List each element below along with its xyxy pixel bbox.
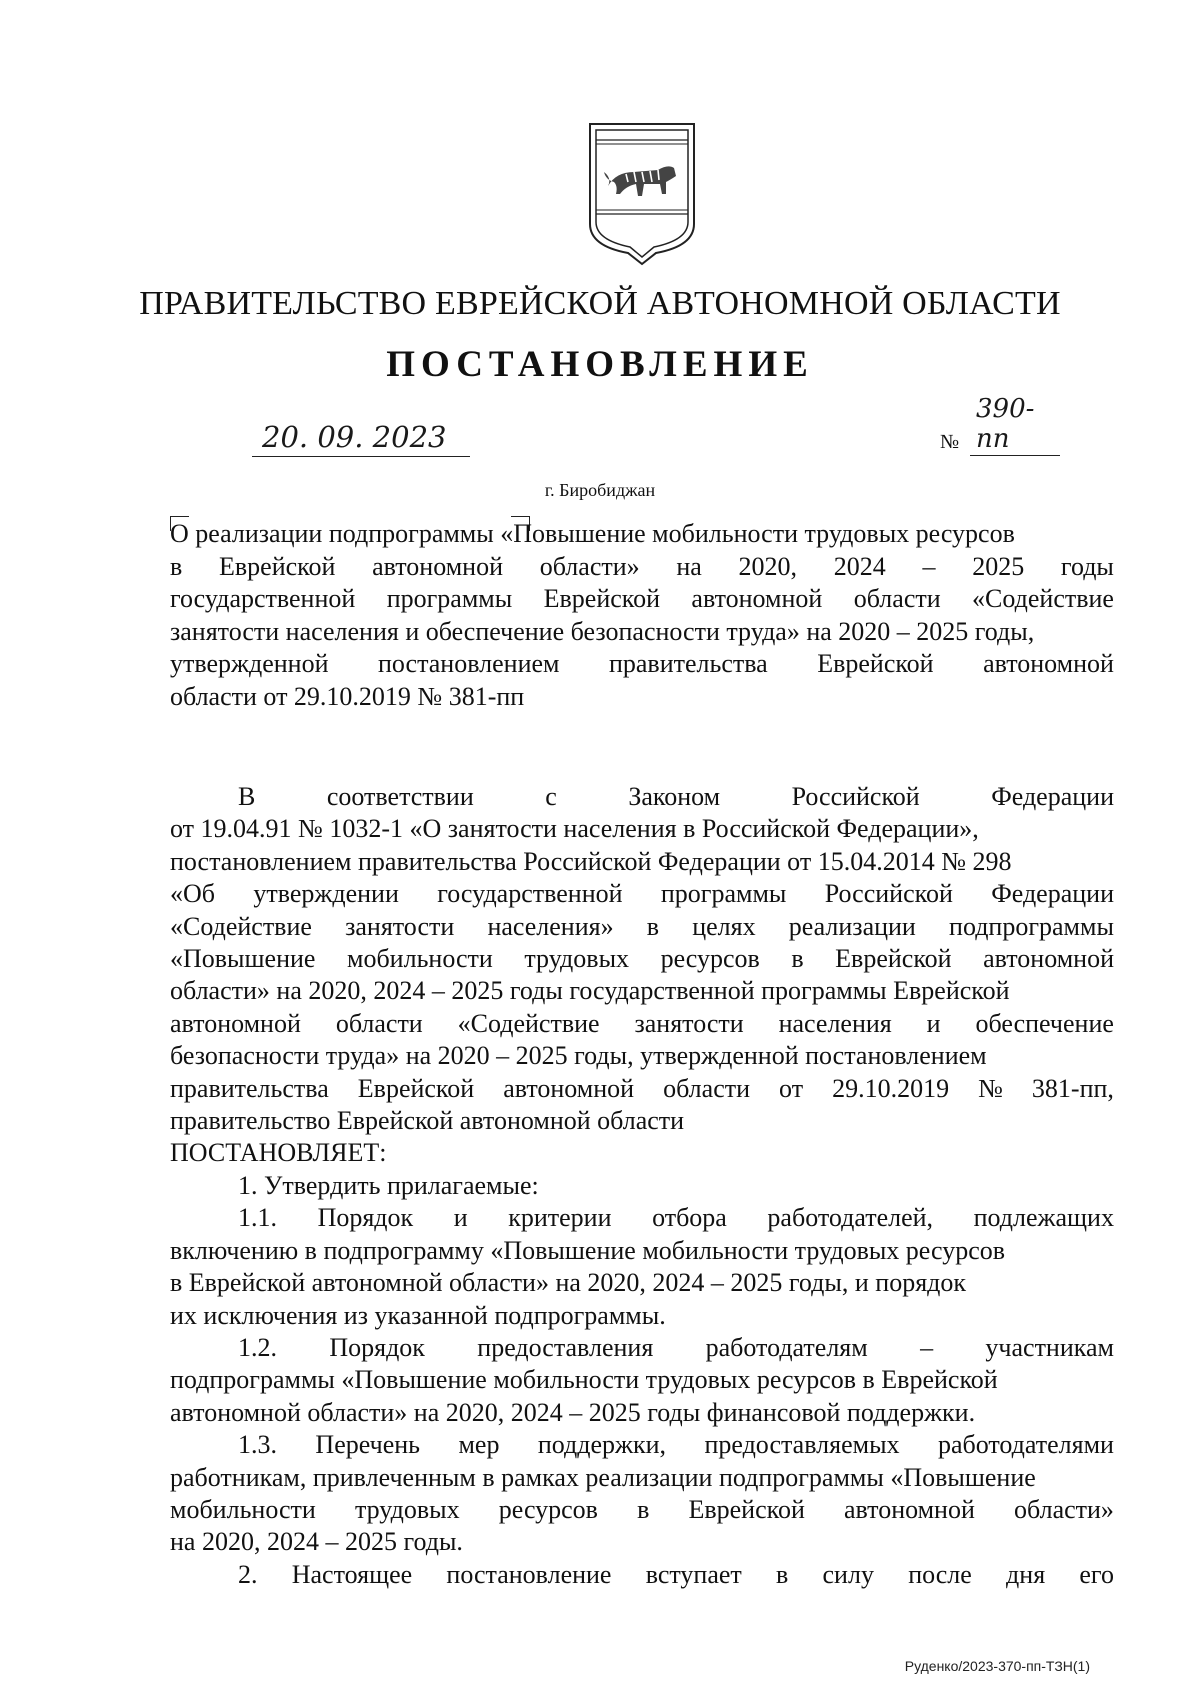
body-line: области» на 2020, 2024 – 2025 годы государственной программы Еврейской — [170, 976, 1010, 1006]
body-line: от 19.04.91 № 1032-1 «О занятости населения в Российской Федерации», — [170, 814, 979, 844]
body-line: правительство Еврейской автономной области — [170, 1106, 685, 1136]
date-field — [252, 414, 470, 457]
body-line: «Об утверждении государственной программы Российской Федерации — [170, 879, 1114, 909]
document-number-field — [940, 394, 1060, 456]
title-line: О реализации подпрограммы «Повышение мобильности трудовых ресурсов — [170, 519, 1015, 548]
body-line: «Содействие занятости населения» в целях реализации подпрограммы — [170, 911, 1114, 941]
body-line: правительства Еврейской автономной области от 29.10.2019 № 381-пп, — [170, 1073, 1114, 1103]
government-title: ПРАВИТЕЛЬСТВО ЕВРЕЙСКОЙ АВТОНОМНОЙ ОБЛАСТИ — [139, 285, 1061, 322]
document-title — [170, 518, 1114, 714]
body-line: автономной области «Содействие занятости населения и обеспечение — [170, 1008, 1114, 1038]
handwritten-number: 390-пп — [976, 394, 1035, 454]
title-line: занятости населения и обеспечение безопасности труда» на 2020 – 2025 годы, — [170, 616, 1035, 646]
coat-of-arms-emblem — [586, 120, 698, 266]
handwritten-date: 20. 09. 2023 — [262, 420, 447, 454]
body-line: подпрограммы «Повышение мобильности трудовых ресурсов в Еврейской — [170, 1365, 998, 1395]
body-line: «Повышение мобильности трудовых ресурсов в Еврейской автономной — [170, 944, 1114, 974]
body-line: работникам, привлеченным в рамках реализации подпрограммы «Повышение — [170, 1462, 1036, 1492]
title-line: области от 29.10.2019 № 381-пп — [170, 681, 525, 711]
body-line-decree: ПОСТАНОВЛЯЕТ: — [170, 1138, 387, 1168]
body-line: 1.2. Порядок предоставления работодателям – участникам — [238, 1332, 1114, 1362]
body-line: В соответствии с Законом Российской Федерации — [238, 782, 1114, 811]
document-body — [170, 781, 1114, 1591]
body-line: 1. Утвердить прилагаемые: — [238, 1170, 539, 1200]
body-line: включению в подпрограмму «Повышение мобильности трудовых ресурсов — [170, 1235, 1006, 1265]
body-line: мобильности трудовых ресурсов в Еврейской автономной области» — [170, 1494, 1114, 1524]
title-line: утвержденной постановлением правительства Еврейской автономной — [170, 649, 1114, 679]
title-line: государственной программы Еврейской автономной области «Содействие — [170, 584, 1114, 614]
body-line: автономной области» на 2020, 2024 – 2025 годы финансовой поддержки. — [170, 1397, 976, 1427]
body-line: 1.3. Перечень мер поддержки, предоставляемых работодателями — [238, 1430, 1114, 1460]
title-line: в Еврейской автономной области» на 2020, 2024 – 2025 годы — [170, 551, 1114, 581]
body-line: их исключения из указанной подпрограммы. — [170, 1300, 666, 1330]
number-underline — [970, 455, 1060, 456]
number-sign: № — [940, 431, 960, 453]
body-line: постановлением правительства Российской Федерации от 15.04.2014 № 298 — [170, 846, 1012, 876]
body-line: 2. Настоящее постановление вступает в силу после дня его — [238, 1559, 1114, 1589]
body-line: безопасности труда» на 2020 – 2025 годы, утвержденной постановлением — [170, 1041, 987, 1071]
footer-reference: Руденко/2023-370-пп-ТЗН(1) — [904, 1658, 1090, 1674]
city-name: г. Биробиджан — [544, 480, 656, 500]
document-type-heading: ПОСТАНОВЛЕНИЕ — [386, 344, 814, 385]
body-line: в Еврейской автономной области» на 2020, 2024 – 2025 годы, и порядок — [170, 1268, 967, 1298]
body-line: 1.1. Порядок и критерии отбора работодателей, подлежащих — [238, 1203, 1114, 1233]
body-line: на 2020, 2024 – 2025 годы. — [170, 1527, 463, 1557]
